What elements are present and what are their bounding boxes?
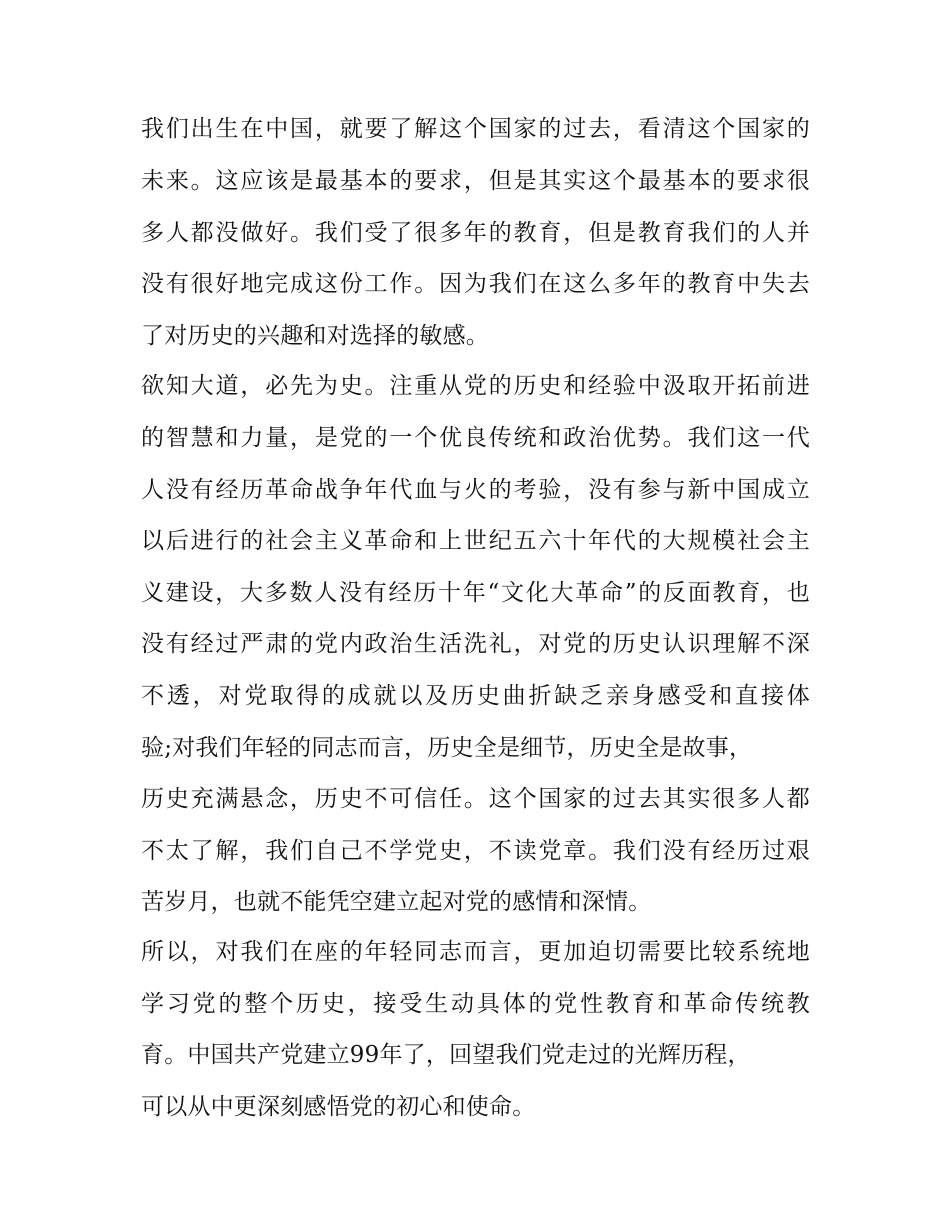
text-line: 的智慧和力量，是党的一个优良传统和政治优势。我们这一代: [141, 425, 810, 451]
text-line: 历史充满悬念，历史不可信任。这个国家的过去其实很多人都: [141, 786, 810, 812]
text-line: 不太了解，我们自己不学党史，不读党章。我们没有经历过艰: [141, 838, 810, 864]
text-line: 多人都没做好。我们受了很多年的教育，但是教育我们的人并: [141, 220, 810, 246]
text-line: 不透，对党取得的成就以及历史曲折缺乏亲身感受和直接体: [141, 683, 810, 709]
text-line: 我们出生在中国，就要了解这个国家的过去，看清这个国家的: [141, 116, 810, 142]
text-line: 苦岁月，也就不能凭空建立起对党的感情和深情。: [141, 889, 652, 915]
text-line: 没有很好地完成这份工作。因为我们在这么多年的教育中失去: [141, 271, 810, 297]
text-line: 所以，对我们在座的年轻同志而言，更加迫切需要比较系统地: [141, 939, 810, 965]
text-line: 人没有经历革命战争年代血与火的考验，没有参与新中国成立: [141, 477, 810, 503]
text-line: 未来。这应该是最基本的要求，但是其实这个最基本的要求很: [141, 168, 810, 194]
text-line: 没有经过严肃的党内政治生活洗礼，对党的历史认识理解不深: [141, 631, 810, 657]
text-line: 育。中国共产党建立99年了，回望我们党走过的光辉历程，: [141, 1042, 751, 1068]
text-line: 学习党的整个历史，接受生动具体的党性教育和革命传统教: [141, 991, 810, 1017]
text-line: 验;对我们年轻的同志而言，历史全是细节，历史全是故事，: [141, 735, 753, 761]
text-line: 欲知大道，必先为史。注重从党的历史和经验中汲取开拓前进: [141, 373, 810, 399]
text-line: 义建设，大多数人没有经历十年“文化大革命”的反面教育，也: [141, 580, 810, 606]
text-line: 了对历史的兴趣和对选择的敏感。: [141, 323, 489, 349]
text-line: 可以从中更深刻感悟党的初心和使命。: [141, 1094, 536, 1120]
text-line: 以后进行的社会主义革命和上世纪五六十年代的大规模社会主: [141, 528, 810, 554]
